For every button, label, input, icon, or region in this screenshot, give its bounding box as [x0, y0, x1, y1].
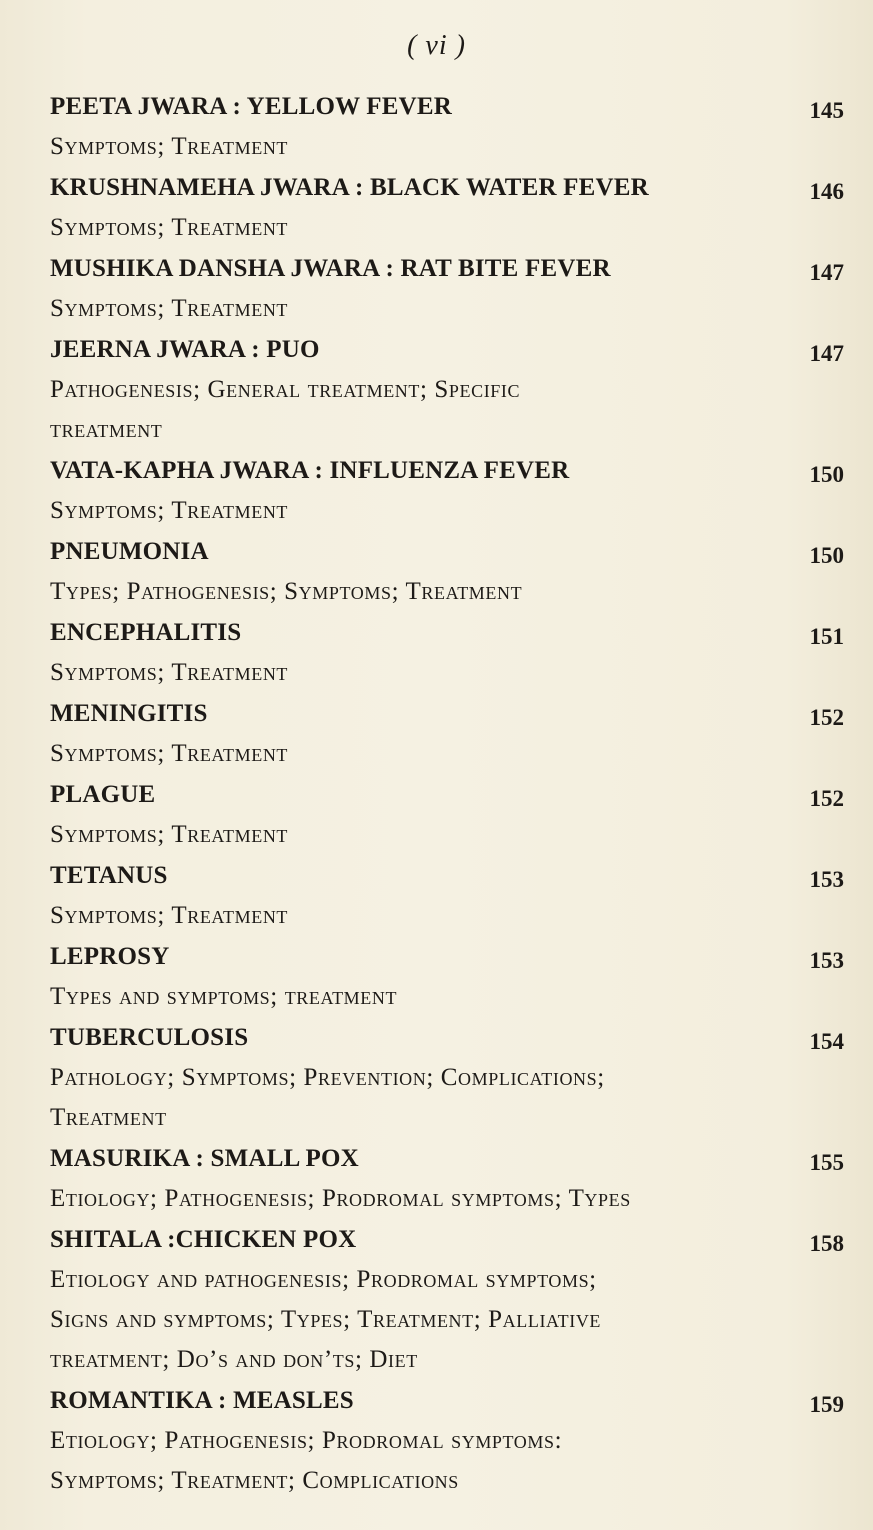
entry-heading-row [44, 1219, 844, 1260]
contents-list [44, 86, 844, 1501]
entry-title: JEERNA JWARA : PUO [50, 336, 320, 363]
contents-entry-jeerna-jwara [44, 329, 844, 450]
entry-title: MASURIKA : SMALL POX [50, 1145, 359, 1172]
entry-page-number: 158 [809, 1231, 844, 1256]
page-number: ( vi ) [407, 30, 466, 61]
entry-title: LEPROSY [50, 943, 170, 970]
entry-heading-row [44, 936, 844, 977]
entry-page-number: 147 [809, 260, 844, 285]
entry-subtopics: Symptoms; Treatment [50, 214, 289, 241]
entry-heading-row [44, 693, 844, 734]
entry-title: TUBERCULOSIS [50, 1024, 249, 1051]
entry-heading-row [44, 450, 844, 491]
contents-entry-encephalitis [44, 612, 844, 693]
contents-entry-leprosy [44, 936, 844, 1017]
entry-subtopics: Symptoms; Treatment [50, 497, 289, 524]
entry-page-number: 152 [809, 705, 844, 730]
contents-entry-masurika [44, 1138, 844, 1219]
entry-heading-row [44, 86, 844, 127]
entry-subtopics: Pathology; Symptoms; Prevention; Complications; [50, 1064, 605, 1091]
contents-entry-shitala [44, 1219, 844, 1380]
entry-page-number: 147 [809, 341, 844, 366]
entry-subtopics: Symptoms; Treatment [50, 902, 289, 929]
entry-subtopics: Symptoms; Treatment [50, 133, 289, 160]
entry-subtopics: Symptoms; Treatment [50, 659, 289, 686]
entry-subtopics-continued: treatment; Do’s and don’ts; Diet [50, 1346, 418, 1373]
entry-page-number: 146 [809, 179, 844, 204]
entry-page-number: 145 [809, 98, 844, 123]
entry-title: VATA-KAPHA JWARA : INFLUENZA FEVER [50, 457, 570, 484]
contents-entry-vata-kapha-jwara [44, 450, 844, 531]
entry-page-number: 151 [809, 624, 844, 649]
entry-page-number: 150 [809, 543, 844, 568]
entry-title: MENINGITIS [50, 700, 208, 727]
entry-page-number: 153 [809, 867, 844, 892]
entry-subtopics-continued: Treatment [50, 1104, 167, 1131]
entry-title: TETANUS [50, 862, 168, 889]
entry-page-number: 152 [809, 786, 844, 811]
contents-entry-krushnameha-jwara [44, 167, 844, 248]
entry-subtopics: Symptoms; Treatment [50, 295, 289, 322]
contents-entry-plague [44, 774, 844, 855]
entry-heading-row [44, 1380, 844, 1421]
entry-title: PLAGUE [50, 781, 156, 808]
contents-entry-tuberculosis [44, 1017, 844, 1138]
entry-page-number: 155 [809, 1150, 844, 1175]
contents-entry-tetanus [44, 855, 844, 936]
contents-entry-pneumonia [44, 531, 844, 612]
entry-page-number: 150 [809, 462, 844, 487]
entry-heading-row [44, 167, 844, 208]
entry-page-number: 153 [809, 948, 844, 973]
entry-title: ROMANTIKA : MEASLES [50, 1387, 354, 1414]
entry-heading-row [44, 531, 844, 572]
entry-page-number: 159 [809, 1392, 844, 1417]
contents-entry-peeta-jwara [44, 86, 844, 167]
entry-title: MUSHIKA DANSHA JWARA : RAT BITE FEVER [50, 255, 611, 282]
entry-subtopics: Pathogenesis; General treatment; Specific [50, 376, 521, 403]
entry-subtopics-continued: Symptoms; Treatment; Complications [50, 1467, 459, 1494]
entry-title: ENCEPHALITIS [50, 619, 242, 646]
entry-title: PNEUMONIA [50, 538, 209, 565]
entry-heading-row [44, 855, 844, 896]
entry-page-number: 154 [809, 1029, 844, 1054]
entry-heading-row [44, 329, 844, 370]
entry-heading-row [44, 774, 844, 815]
entry-heading-row [44, 1017, 844, 1058]
entry-title: PEETA JWARA : YELLOW FEVER [50, 93, 453, 120]
entry-subtopics: Types and symptoms; treatment [50, 983, 398, 1010]
entry-heading-row [44, 1138, 844, 1179]
entry-title: SHITALA :CHICKEN POX [50, 1226, 357, 1253]
contents-entry-mushika-dansha-jwara [44, 248, 844, 329]
entry-subtopics-continued: treatment [50, 416, 163, 443]
entry-title: KRUSHNAMEHA JWARA : BLACK WATER FEVER [50, 174, 649, 201]
entry-heading-row [44, 612, 844, 653]
entry-subtopics: Symptoms; Treatment [50, 821, 289, 848]
entry-subtopics: Etiology and pathogenesis; Prodromal symptoms; [50, 1266, 597, 1293]
entry-subtopics: Types; Pathogenesis; Symptoms; Treatment [50, 578, 523, 605]
entry-subtopics-continued: Signs and symptoms; Types; Treatment; Palliative [50, 1306, 602, 1333]
entry-heading-row [44, 248, 844, 289]
contents-entry-romantika [44, 1380, 844, 1501]
entry-subtopics: Etiology; Pathogenesis; Prodromal symptoms: [50, 1427, 563, 1454]
contents-entry-meningitis [44, 693, 844, 774]
entry-subtopics: Symptoms; Treatment [50, 740, 289, 767]
entry-subtopics: Etiology; Pathogenesis; Prodromal symptoms; Types [50, 1185, 631, 1212]
